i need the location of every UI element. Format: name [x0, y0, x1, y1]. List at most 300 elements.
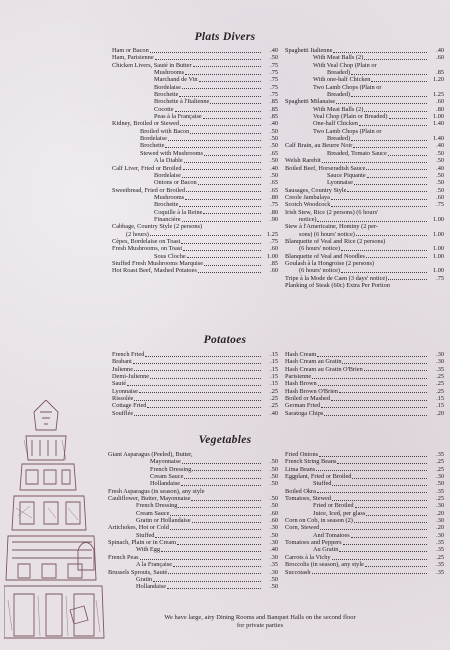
menu-item-name: French Dressing	[150, 465, 192, 473]
menu-item-name: Sauté	[112, 380, 126, 388]
menu-item-name: Hash Cream au Gratin	[285, 358, 342, 366]
menu-item-name: Hash Cream	[285, 351, 317, 358]
menu-item	[285, 358, 444, 365]
menu-item-price: .60	[270, 245, 278, 253]
menu-item	[112, 388, 278, 395]
footer-note	[100, 614, 420, 630]
menu-item-price: .50	[270, 480, 278, 488]
menu-item-name: Two Lamb Chops (Plain or	[313, 83, 382, 91]
menu-item-name: Irish Stew, Rice (2 persons) (6 hours'	[285, 208, 379, 216]
menu-item-price: .25	[270, 387, 278, 395]
menu-item-price: .15	[270, 373, 278, 381]
menu-item-name: Tomatoes and Peppers	[285, 539, 342, 547]
dot-leader	[388, 278, 427, 280]
menu-item-name: Soufflée	[112, 409, 134, 417]
dot-leader	[320, 528, 427, 530]
menu-item	[285, 410, 444, 417]
dot-leader	[339, 391, 427, 393]
dot-leader	[364, 110, 427, 112]
dot-leader	[140, 558, 261, 560]
dot-leader	[170, 514, 261, 516]
menu-item	[108, 510, 278, 517]
menu-item	[285, 187, 444, 194]
menu-item	[108, 466, 278, 473]
menu-item-price: .25	[436, 465, 444, 473]
menu-item-name: Chicken Livers, Sauté in Butter	[112, 61, 192, 69]
menu-item-price: .50	[270, 575, 278, 583]
menu-item	[285, 373, 444, 380]
menu-item	[285, 165, 444, 172]
menu-item-price: .75	[270, 69, 278, 77]
menu-item-name: Spaghetti Italienne	[285, 47, 333, 54]
menu-item-name: Spaghetti Milanaise	[285, 98, 336, 106]
menu-item	[285, 569, 444, 576]
menu-item	[112, 366, 278, 373]
dot-leader	[339, 550, 427, 552]
menu-item-price: .25	[270, 402, 278, 410]
menu-item	[285, 98, 444, 105]
menu-item-name: With Meat Balls (2)	[313, 105, 364, 113]
menu-item-name: Julienne	[112, 365, 133, 373]
dot-leader	[341, 271, 427, 273]
menu-item-price: .50	[270, 127, 278, 135]
menu-item-name: Giant Asparagus (Peeled), Butter,	[108, 451, 193, 458]
dot-leader	[356, 234, 427, 236]
dot-leader	[181, 484, 261, 486]
dot-leader	[134, 399, 261, 401]
menu-item-name: Peas à la Française	[154, 113, 202, 121]
menu-item	[112, 373, 278, 380]
menu-item-name: French String Beans	[285, 458, 337, 466]
menu-item	[112, 179, 278, 186]
dot-leader	[185, 73, 261, 75]
menu-item-price: 1.00	[432, 215, 444, 223]
menu-item-price: .35	[436, 365, 444, 373]
menu-item-name: Rissolée	[112, 395, 134, 403]
potatoes-left-column	[112, 351, 278, 417]
menu-item-price: .75	[270, 91, 278, 99]
menu-item-name: Demi-Julienne	[112, 373, 150, 381]
menu-item-price: .40	[436, 164, 444, 172]
menu-item-name: A la Diable	[154, 157, 183, 165]
menu-item-name: Stuffed Fresh Mushrooms Marquise	[112, 259, 204, 267]
menu-item	[285, 388, 444, 395]
menu-item	[285, 458, 444, 465]
dot-leader	[147, 406, 261, 408]
plats-divers-left-column	[112, 47, 278, 275]
menu-item	[108, 532, 278, 539]
menu-item	[285, 150, 444, 157]
dot-leader	[127, 384, 261, 386]
menu-item-price: 1.40	[432, 135, 444, 143]
menu-item-name: Gratin	[136, 575, 153, 583]
dot-leader	[187, 256, 261, 258]
menu-item-price: .50	[270, 135, 278, 143]
menu-item-price: .85	[436, 69, 444, 77]
menu-item-name: Boiled Okra	[285, 487, 316, 495]
menu-item-name: Artichokes, Hot or Cold	[108, 524, 169, 532]
dot-leader	[177, 543, 261, 545]
menu-item-price: .30	[270, 568, 278, 576]
menu-item	[112, 201, 278, 208]
menu-item	[285, 157, 444, 164]
menu-item-price: .40	[270, 164, 278, 172]
menu-item-name: Sweetbread, Fried or Broiled	[112, 186, 186, 194]
dot-leader	[150, 377, 261, 379]
menu-item	[285, 91, 444, 98]
menu-item-price: .35	[436, 451, 444, 458]
dot-leader	[371, 80, 427, 82]
menu-item-price: .20	[436, 509, 444, 517]
menu-item	[285, 172, 444, 179]
menu-item-price: 1.00	[432, 267, 444, 275]
menu-item-name: Welsh Rarebit	[285, 157, 321, 165]
menu-item-name: Ham or Bacon	[112, 47, 149, 54]
vegetables-left-column	[108, 451, 278, 591]
menu-item-name: Au Gratin	[313, 546, 339, 554]
dot-leader	[364, 369, 427, 371]
menu-item	[112, 410, 278, 417]
dot-leader	[165, 146, 261, 148]
menu-item-name: Tomatoes, Stewed	[285, 495, 332, 503]
menu-item-price: .50	[270, 495, 278, 503]
menu-item	[285, 351, 444, 358]
menu-item-price: .85	[270, 105, 278, 113]
menu-item-price: .30	[270, 524, 278, 532]
menu-item	[112, 358, 278, 365]
menu-item	[108, 495, 278, 502]
menu-item	[112, 216, 278, 223]
menu-item-price: .65	[270, 179, 278, 187]
menu-item-name: Boiled Beef, Horseradish Sauce	[285, 164, 366, 172]
menu-item-name: (2 hours)	[126, 230, 149, 238]
menu-item	[285, 54, 444, 61]
menu-item	[108, 576, 278, 583]
menu-item-name: notice)	[299, 215, 317, 223]
menu-item-price: .60	[270, 267, 278, 275]
menu-item-price: 1.00	[432, 230, 444, 238]
menu-item	[285, 451, 444, 458]
menu-item	[285, 366, 444, 373]
menu-item-name: Sous Cloche	[154, 252, 186, 260]
menu-item	[112, 172, 278, 179]
menu-item	[285, 267, 444, 274]
menu-item	[285, 84, 444, 91]
menu-item	[108, 539, 278, 546]
menu-item	[112, 84, 278, 91]
dot-leader	[365, 565, 427, 567]
menu-item	[285, 488, 444, 495]
dot-leader	[153, 580, 261, 582]
menu-item	[112, 120, 278, 127]
menu-item-price: .25	[436, 373, 444, 381]
dot-leader	[155, 58, 261, 60]
dot-leader	[179, 205, 261, 207]
menu-item-name: Mayonnaise	[150, 458, 181, 466]
menu-item-name: Marchand de Vin	[154, 76, 198, 84]
menu-item	[112, 54, 278, 61]
menu-item-name: With Veal Chop (Plain or	[313, 61, 377, 69]
menu-item-name: Cream Sauce	[136, 509, 170, 517]
vegetables-right-column	[285, 451, 444, 576]
menu-item	[112, 91, 278, 98]
menu-item	[285, 209, 444, 216]
dot-leader	[317, 491, 427, 493]
menu-item	[112, 98, 278, 105]
menu-item-name: Sausages, Country Style	[285, 186, 347, 194]
dot-leader	[367, 176, 427, 178]
menu-item	[285, 275, 444, 282]
dot-leader	[351, 95, 427, 97]
dot-leader	[198, 271, 261, 273]
menu-item-price: .30	[436, 531, 444, 539]
menu-item-price: .20	[436, 524, 444, 532]
menu-item-name: Cream Sauce	[150, 473, 184, 481]
menu-item-price: .25	[436, 495, 444, 503]
menu-item-price: .60	[436, 54, 444, 62]
menu-item-name: Cabbage, Country Style (2 persons)	[112, 223, 203, 231]
menu-item-name: With Meat Balls (2)	[313, 54, 364, 62]
dot-leader	[186, 190, 261, 192]
menu-item-price: .80	[270, 193, 278, 201]
menu-item-name: (6 hours' notice)	[299, 245, 341, 253]
menu-item-name: Veal Chop (Plain or Breaded)	[313, 113, 388, 121]
dot-leader	[351, 536, 427, 538]
menu-item	[285, 546, 444, 553]
menu-item-name: A la Française	[136, 561, 173, 569]
menu-item	[112, 47, 278, 54]
plats-divers-title: Plats Divers	[194, 31, 256, 43]
menu-item	[285, 135, 444, 142]
menu-item-price: 1.25	[432, 91, 444, 99]
menu-item	[285, 69, 444, 76]
dot-leader	[366, 514, 427, 516]
menu-item-name: German Fried	[285, 402, 321, 410]
menu-item-name: Bordelaise	[140, 135, 167, 143]
dot-leader	[354, 183, 427, 185]
menu-item	[285, 524, 444, 531]
dot-leader	[178, 506, 261, 508]
menu-item-price: .35	[436, 487, 444, 495]
menu-item-name: Brabant	[112, 358, 132, 366]
dot-leader	[193, 65, 261, 67]
menu-item	[112, 402, 278, 409]
dot-leader	[198, 183, 261, 185]
dot-leader	[342, 362, 427, 364]
menu-item-price: .40	[436, 47, 444, 54]
menu-item-price: .50	[270, 531, 278, 539]
dot-leader	[332, 499, 427, 501]
menu-item	[285, 502, 444, 509]
menu-item-price: .80	[270, 208, 278, 216]
menu-item-name: Blanquette of Veal and Rice (2 persons)	[285, 237, 386, 245]
menu-item-price: 1.00	[432, 252, 444, 260]
menu-item-price: .75	[270, 76, 278, 84]
dot-leader	[388, 154, 427, 156]
menu-item-price: .60	[436, 193, 444, 201]
menu-item-price: .15	[436, 395, 444, 403]
menu-item-price: .35	[436, 539, 444, 547]
menu-item-name: Parisienne	[285, 373, 312, 381]
menu-item-name: Boiled or Mashed	[285, 395, 331, 403]
menu-item-name: Calf Brain, au Beurre Noir	[285, 142, 353, 150]
dot-leader	[324, 414, 427, 416]
menu-item-price: .15	[270, 358, 278, 366]
menu-item	[112, 157, 278, 164]
menu-item	[108, 458, 278, 465]
menu-item	[285, 554, 444, 561]
menu-item-name: Breaded)	[327, 91, 351, 99]
menu-item	[285, 561, 444, 568]
dot-leader	[139, 391, 261, 393]
menu-item-name: Succotash	[285, 568, 311, 576]
menu-item-price: .25	[436, 553, 444, 561]
menu-item	[108, 480, 278, 487]
menu-item-price: .15	[270, 351, 278, 358]
menu-item-name: With Egg	[136, 546, 161, 554]
dot-leader	[199, 80, 261, 82]
dot-leader	[184, 477, 261, 479]
menu-item-price: .50	[436, 149, 444, 157]
dot-leader	[312, 572, 427, 574]
menu-item-name: Mushrooms	[154, 193, 185, 201]
dot-leader	[168, 139, 261, 141]
menu-item-price: .65	[270, 149, 278, 157]
dot-leader	[353, 146, 427, 148]
menu-item-price: .40	[270, 546, 278, 554]
menu-item-name: Breaded)	[327, 135, 351, 143]
menu-item	[285, 466, 444, 473]
menu-item-name: Breaded)	[327, 69, 351, 77]
menu-item-name: Corn on Cob, in season (2)	[285, 517, 353, 525]
menu-item-price: .25	[436, 380, 444, 388]
dot-leader	[351, 73, 427, 75]
menu-item	[108, 583, 278, 590]
menu-item	[112, 142, 278, 149]
dot-leader	[331, 399, 427, 401]
menu-item	[285, 76, 444, 83]
menu-item	[112, 113, 278, 120]
menu-item	[112, 165, 278, 172]
menu-item	[108, 473, 278, 480]
dot-leader	[182, 462, 261, 464]
menu-item-name: Brussels Sprouts, Sauté	[108, 568, 168, 576]
dot-leader	[190, 132, 261, 134]
dot-leader	[331, 198, 427, 200]
menu-item-price: .50	[436, 157, 444, 165]
menu-item	[112, 351, 278, 358]
menu-item	[108, 451, 278, 458]
menu-item-price: .50	[436, 171, 444, 179]
menu-item	[112, 76, 278, 83]
dot-leader	[192, 469, 261, 471]
menu-item-name: Goulash à la Hongroise (2 persons)	[285, 259, 375, 267]
menu-item-price: 1.40	[432, 120, 444, 128]
menu-item-name: Lyonnaise	[112, 387, 138, 395]
dot-leader	[170, 528, 261, 530]
dot-leader	[184, 161, 261, 163]
menu-item-price: .35	[436, 561, 444, 569]
menu-item-name: Tripe à la Mode de Caen (3 days' notice)	[285, 274, 388, 282]
menu-item-price: .40	[436, 142, 444, 150]
dot-leader	[332, 484, 427, 486]
menu-item	[285, 402, 444, 409]
menu-item-price: .75	[270, 201, 278, 209]
menu-item-price: .75	[436, 201, 444, 209]
menu-item	[285, 395, 444, 402]
menu-item-price: .50	[270, 54, 278, 62]
menu-item	[108, 561, 278, 568]
menu-item-price: 1.00	[432, 245, 444, 253]
menu-item	[108, 569, 278, 576]
menu-item-name: Lima Beans	[285, 465, 316, 473]
building-sketch-illustration	[4, 400, 108, 642]
footer-line-1: We have large, airy Dining Rooms and Banquet Halls on the second floor	[164, 614, 356, 621]
potatoes-title: Potatoes	[203, 334, 247, 346]
menu-item	[112, 380, 278, 387]
menu-item	[285, 380, 444, 387]
dot-leader	[133, 362, 261, 364]
menu-item-name: And Tomatoes	[313, 531, 350, 539]
menu-item	[112, 187, 278, 194]
menu-item-name: Hash Brown	[285, 380, 317, 388]
menu-item-name: Broccolis (in season), any style	[285, 561, 364, 569]
dot-leader	[366, 256, 427, 258]
menu-item-name: Cocotte	[154, 105, 174, 113]
menu-item	[108, 554, 278, 561]
menu-item-price: .50	[270, 157, 278, 165]
menu-item-name: French Fried	[112, 351, 145, 358]
menu-item-name: Bordelaise	[154, 171, 181, 179]
menu-item-price: 1.00	[266, 252, 278, 260]
dot-leader	[322, 161, 427, 163]
menu-item	[285, 113, 444, 120]
menu-item-price: .65	[270, 186, 278, 194]
menu-item-name: Corn, Stewed	[285, 524, 320, 532]
menu-item-name: Spinach, Plain or in Cream	[108, 539, 177, 547]
menu-item-name: Breaded, Tomato Sauce	[327, 149, 387, 157]
menu-item-name: Ham, Parisienne	[112, 54, 154, 62]
menu-item	[112, 238, 278, 245]
menu-item-price: .75	[270, 237, 278, 245]
menu-item-name: French Dressing	[136, 502, 178, 510]
menu-item-price: .60	[436, 98, 444, 106]
menu-item-name: Financière	[154, 215, 181, 223]
dot-leader	[204, 154, 261, 156]
menu-item-name: Brochette	[154, 91, 179, 99]
dot-leader	[359, 124, 427, 126]
menu-item-price: .60	[270, 517, 278, 525]
dot-leader	[191, 499, 261, 501]
menu-item-price: .30	[436, 473, 444, 481]
menu-item-name: sons) (6 hours' notice)	[299, 230, 355, 238]
dot-leader	[352, 477, 427, 479]
menu-item-name: Saratoga Chips	[285, 409, 324, 417]
menu-item-name: Stuffed	[313, 480, 332, 488]
menu-item	[112, 267, 278, 274]
menu-item	[112, 135, 278, 142]
dot-leader	[341, 249, 427, 251]
dot-leader	[366, 168, 427, 170]
menu-item	[285, 253, 444, 260]
menu-item-name: (6 hours' notice)	[299, 267, 341, 275]
menu-item-price: .50	[270, 473, 278, 481]
dot-leader	[182, 87, 261, 89]
menu-item-price: 1.20	[432, 76, 444, 84]
menu-item-name: Kidney, Broiled or Stewed	[112, 120, 180, 128]
dot-leader	[210, 102, 261, 104]
dot-leader	[319, 455, 427, 457]
